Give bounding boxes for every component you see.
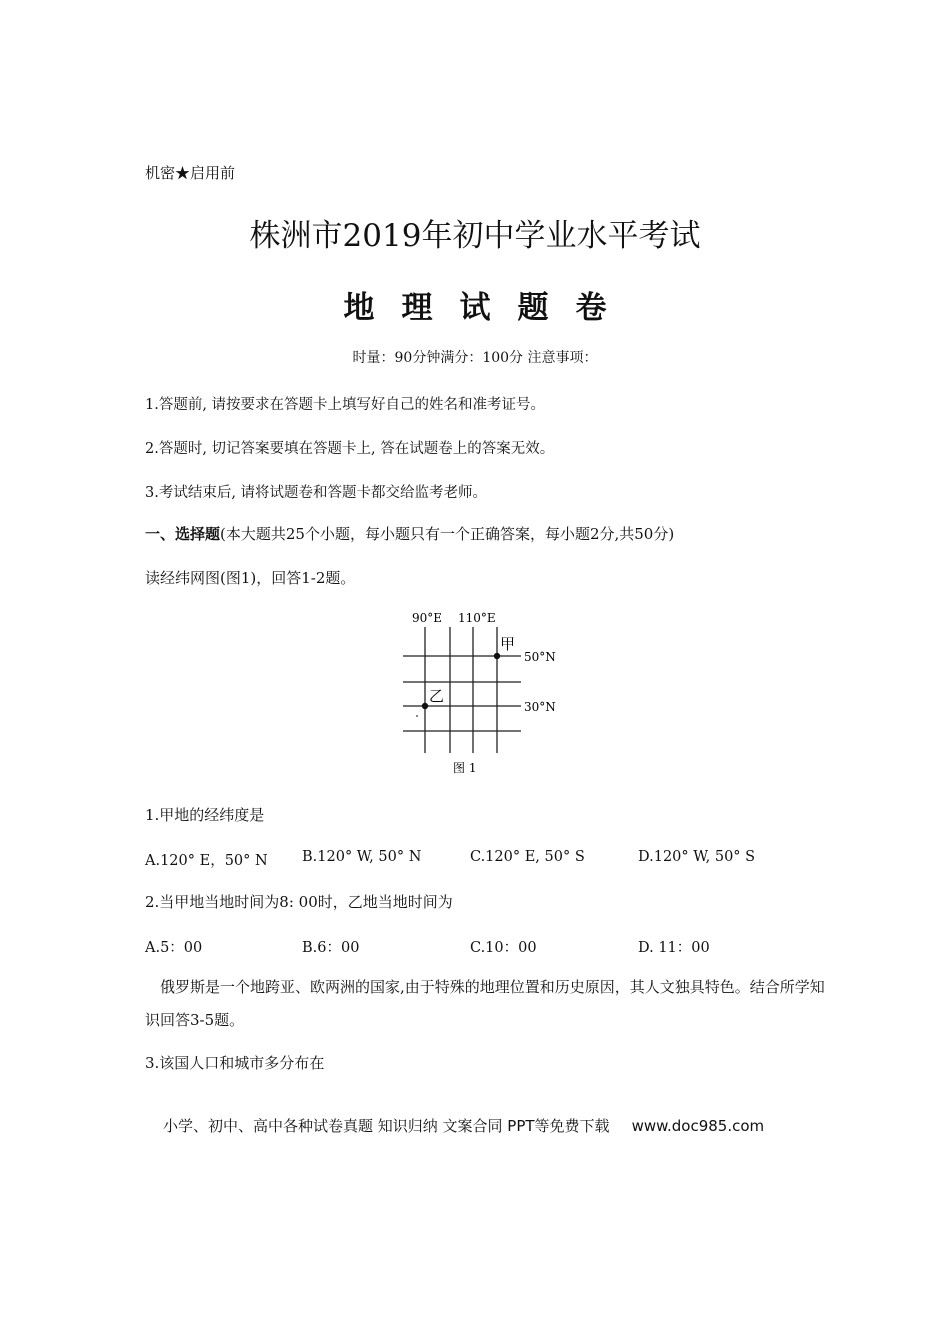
section-description: (本大题共25个小题，每小题只有一个正确答案，每小题2分,共50分) (220, 525, 675, 543)
exam-title: 株洲市2019年初中学业水平考试 (249, 218, 701, 254)
question-stem: 3.该国人口和城市多分布在 (145, 1054, 325, 1072)
figure-intro: 读经纬网图(图1)，回答1-2题。 (145, 569, 356, 587)
option-c: C.10：00 (470, 940, 537, 956)
section-heading (145, 523, 674, 544)
notice-item: 1.答题前, 请按要求在答题卡上填写好自己的姓名和准考证号。 (145, 397, 546, 413)
lon-label-90e: 90°E (412, 611, 443, 625)
notice-item: 3.考试结束后, 请将试题卷和答题卡都交给监考老师。 (145, 485, 488, 501)
section-title: 一、选择题 (145, 525, 221, 543)
exam-subtitle: 地理试题卷 (343, 290, 634, 326)
footer-text: 小学、初中、高中各种试卷真题 知识归纳 文案合同 PPT等免费下载 (163, 1117, 610, 1135)
option-a: A.5：00 (145, 940, 203, 956)
speck-mark (416, 715, 418, 717)
point-jia-label: 甲 (500, 635, 516, 653)
option-d: D.120° W, 50° S (638, 849, 756, 865)
figure-caption: 图 1 (453, 761, 477, 775)
point-jia-marker (494, 653, 500, 659)
option-b: B.120° W, 50° N (302, 849, 422, 865)
confidential-label: 机密★启用前 (145, 164, 236, 182)
question-stem: 1.甲地的经纬度是 (145, 806, 265, 824)
question-stem: 2.当甲地当地时间为8: 00时，乙地当地时间为 (145, 893, 453, 911)
lon-label-110e: 110°E (458, 611, 496, 625)
exam-time-info: 时量：90分钟满分：100分 注意事项： (352, 350, 598, 366)
option-b: B.6：00 (302, 940, 360, 956)
notice-item: 2.答题时, 切记答案要填在答题卡上, 答在试题卷上的答案无效。 (145, 441, 555, 457)
graticule-figure (395, 605, 575, 780)
option-d: D. 11：00 (638, 940, 710, 956)
lat-label-50n: 50°N (524, 650, 556, 664)
footer (163, 1115, 764, 1136)
reading-passage: 俄罗斯是一个地跨亚、欧两洲的国家,由于特殊的地理位置和历史原因，其人文独具特色。结合所学知识回答3-5题。 (145, 978, 825, 1029)
point-yi-marker (422, 703, 428, 709)
lat-label-30n: 30°N (524, 700, 556, 714)
option-a: A.120° E，50° N (145, 853, 268, 869)
option-c: C.120° E, 50° S (470, 849, 585, 865)
footer-url[interactable]: www.doc985.com (631, 1117, 765, 1135)
point-yi-label: 乙 (429, 687, 445, 705)
